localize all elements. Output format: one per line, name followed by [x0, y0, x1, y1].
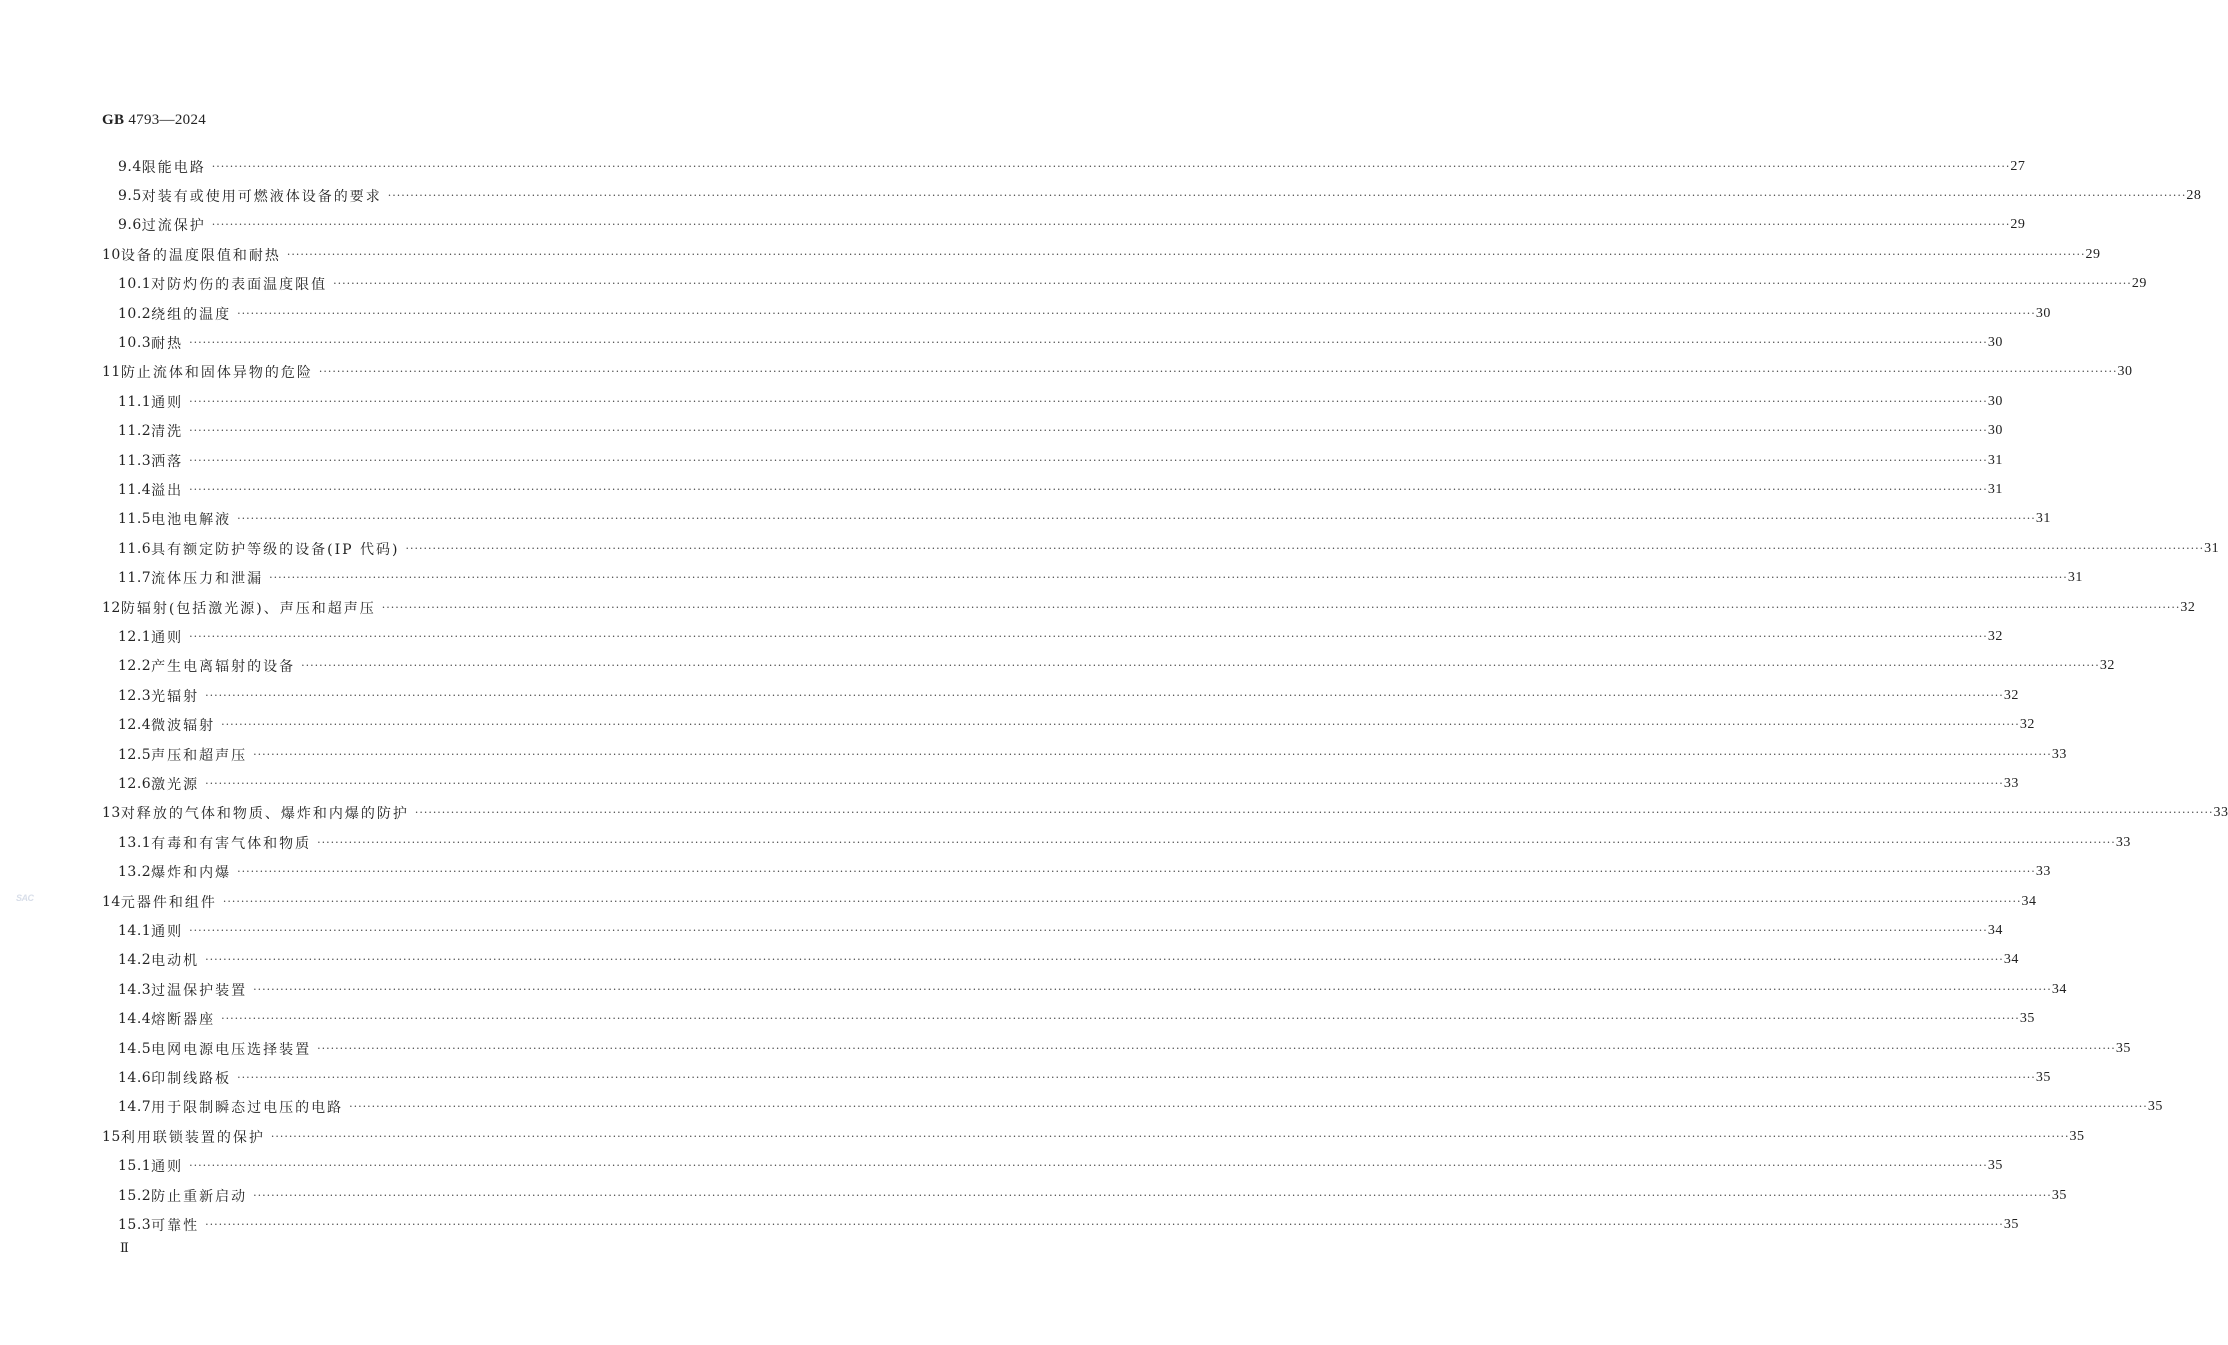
toc-entry-page: 33	[2213, 805, 2228, 821]
toc-entry-title: 印制线路板	[151, 1070, 232, 1087]
toc-entry-page: 32	[1987, 628, 2003, 644]
toc-leader-dots: ················································································································································································································································································································································································································	[237, 1070, 2036, 1084]
toc-entry[interactable]	[118, 181, 2202, 210]
toc-entry[interactable]	[102, 358, 2133, 387]
toc-entry-page: 33	[2115, 834, 2131, 850]
toc-entry-title: 通则	[151, 629, 184, 646]
toc-entry-title: 电动机	[151, 953, 200, 970]
toc-entry-page: 35	[2147, 1099, 2163, 1115]
toc-entry-page: 32	[2003, 687, 2019, 703]
toc-entry-title: 过流保护	[141, 218, 206, 235]
toc-entry-number: 10.3	[118, 334, 152, 351]
toc-entry-title: 通则	[151, 394, 184, 411]
toc-entry-page: 30	[1987, 334, 2003, 350]
toc-entry-page: 30	[1987, 393, 2003, 409]
toc-entry-number: 11.5	[118, 511, 152, 528]
toc-entry[interactable]	[118, 916, 2003, 945]
toc-entry-number: 12.6	[118, 775, 152, 792]
toc-entry-page: 29	[2085, 246, 2101, 262]
toc-entry[interactable]	[118, 1181, 2067, 1210]
toc-entry[interactable]	[118, 534, 2220, 563]
toc-entry-title: 元器件和组件	[120, 894, 217, 911]
toc-entry-page: 30	[2117, 364, 2133, 380]
toc-entry-page: 34	[1987, 922, 2003, 938]
toc-entry-number: 11	[102, 364, 121, 381]
toc-leader-dots: ················································································································································································································································································································································································································	[381, 600, 2181, 614]
toc-entry-number: 10.2	[118, 305, 152, 322]
toc-entry-page: 28	[2186, 187, 2202, 203]
toc-entry-number: 11.3	[118, 452, 152, 469]
toc-leader-dots: ················································································································································································································································································································································································································	[211, 159, 2011, 173]
toc-entry-number: 11.2	[118, 423, 152, 440]
toc-entry-title: 限能电路	[141, 159, 206, 176]
toc-leader-dots: ················································································································································································································································································································································································································	[270, 1129, 2070, 1143]
toc-entry-title: 利用联锁装置的保护	[120, 1129, 265, 1146]
toc-entry[interactable]	[118, 1152, 2003, 1181]
toc-entry-title: 溢出	[151, 482, 184, 499]
toc-entry-page: 34	[2021, 893, 2037, 909]
toc-entry-title: 电池电解液	[151, 512, 232, 529]
toc-entry-title: 通则	[151, 1159, 184, 1176]
toc-entry[interactable]	[118, 446, 2003, 475]
standard-number: 4793—2024	[128, 112, 207, 128]
toc-entry-number: 13	[102, 805, 121, 822]
toc-entry-number: 14.2	[118, 952, 152, 969]
toc-entry-title: 对防灼伤的表面温度限值	[151, 277, 328, 294]
toc-entry-title: 防辐射(包括激光源)、声压和超声压	[120, 600, 376, 617]
toc-entry-page: 31	[2067, 570, 2083, 586]
page-number: Ⅱ	[120, 1240, 129, 1255]
toc-leader-dots: ················································································································································································································································································································································································································	[301, 659, 2100, 673]
toc-entry-number: 12.3	[118, 687, 152, 704]
toc-entry-title: 产生电离辐射的设备	[151, 659, 296, 676]
toc-leader-dots: ················································································································································································································································································································································································································	[189, 1159, 1988, 1173]
toc-entry[interactable]	[118, 299, 2051, 328]
toc-entry[interactable]	[118, 1210, 2019, 1239]
toc-leader-dots: ················································································································································································································································································································································································································	[333, 277, 2132, 291]
toc-entry[interactable]	[118, 828, 2131, 857]
toc-entry-page: 35	[2051, 1187, 2067, 1203]
toc-entry-title: 有毒和有害气体和物质	[151, 835, 312, 852]
toc-entry-page: 31	[1987, 481, 2003, 497]
toc-entry-title: 具有额定防护等级的设备(IP 代码)	[151, 541, 400, 558]
toc-leader-dots: ················································································································································································································································································································································································································	[405, 541, 2205, 555]
toc-entry[interactable]	[118, 946, 2019, 975]
toc-entry[interactable]	[102, 593, 2196, 622]
toc-entry-title: 通则	[151, 923, 184, 940]
toc-entry[interactable]	[118, 1034, 2131, 1063]
toc-entry-number: 11.6	[118, 540, 152, 557]
toc-entry-page: 32	[2180, 599, 2196, 615]
toc-entry[interactable]	[118, 652, 2115, 681]
toc-entry[interactable]	[118, 1005, 2035, 1034]
toc-entry-number: 14.4	[118, 1011, 152, 1028]
toc-entry-page: 34	[2051, 981, 2067, 997]
toc-entry-number: 15.1	[118, 1158, 152, 1175]
toc-leader-dots: ················································································································································································································································································································································································································	[222, 894, 2022, 908]
toc-entry[interactable]	[118, 769, 2019, 798]
toc-leader-dots: ················································································································································································································································································································································································································	[205, 776, 2004, 790]
toc-entry[interactable]	[118, 622, 2003, 651]
toc-entry-title: 声压和超声压	[151, 747, 248, 764]
toc-leader-dots: ················································································································································································································································································································································································································	[253, 1188, 2052, 1202]
toc-leader-dots: ················································································································································································································································································································································································································	[205, 688, 2004, 702]
toc-entry-title: 激光源	[151, 776, 200, 793]
toc-entry[interactable]	[118, 681, 2019, 710]
toc-leader-dots: ················································································································································································································································································································································································································	[189, 482, 1988, 496]
toc-entry-number: 13.1	[118, 834, 152, 851]
toc-entry-number: 9.6	[118, 217, 142, 234]
toc-entry-title: 设备的温度限值和耐热	[120, 247, 281, 264]
toc-entry-title: 过温保护装置	[151, 982, 248, 999]
toc-leader-dots: ················································································································································································································································································································································································································	[269, 571, 2068, 585]
toc-entry-number: 12.1	[118, 628, 152, 645]
toc-entry-number: 10	[102, 246, 121, 263]
toc-entry-title: 对装有或使用可燃液体设备的要求	[141, 188, 382, 205]
toc-entry[interactable]	[118, 711, 2035, 740]
toc-entry[interactable]	[118, 1093, 2163, 1122]
toc-entry[interactable]	[118, 505, 2051, 534]
toc-leader-dots: ················································································································································································································································································································································································································	[286, 247, 2086, 261]
toc-entry-title: 爆炸和内爆	[151, 865, 232, 882]
toc-entry-title: 微波辐射	[151, 718, 216, 735]
toc-entry-page: 27	[2010, 158, 2026, 174]
toc-entry-page: 33	[2003, 775, 2019, 791]
toc-entry[interactable]	[118, 152, 2026, 181]
toc-leader-dots: ················································································································································································································································································································································································································	[189, 394, 1988, 408]
toc-entry-number: 11.4	[118, 481, 152, 498]
toc-entry-page: 34	[2003, 952, 2019, 968]
toc-entry[interactable]	[118, 417, 2003, 446]
toc-leader-dots: ················································································································································································································································································································································································································	[253, 982, 2052, 996]
toc-entry-number: 12.4	[118, 717, 152, 734]
toc-entry[interactable]	[118, 211, 2026, 240]
toc-entry-page: 29	[2131, 276, 2147, 292]
toc-entry-page: 32	[2099, 658, 2115, 674]
sac-watermark-logo: SAC	[16, 893, 34, 903]
toc-entry-page: 35	[2019, 1011, 2035, 1027]
toc-entry-title: 用于限制瞬态过电压的电路	[151, 1100, 344, 1117]
toc-leader-dots: ················································································································································································································································································································································································································	[349, 1100, 2148, 1114]
toc-entry-title: 流体压力和泄漏	[151, 571, 264, 588]
toc-entry-title: 可靠性	[151, 1217, 200, 1234]
document-header	[102, 112, 206, 129]
toc-entry-title: 熔断器座	[151, 1012, 216, 1029]
toc-entry-number: 14.7	[118, 1099, 152, 1116]
toc-entry-number: 11.7	[118, 570, 152, 587]
toc-entry[interactable]	[102, 1122, 2085, 1151]
toc-entry[interactable]	[102, 240, 2101, 269]
toc-entry-number: 14.5	[118, 1040, 152, 1057]
toc-leader-dots: ················································································································································································································································································································································································································	[189, 453, 1988, 467]
toc-entry-page: 35	[2115, 1040, 2131, 1056]
toc-entry[interactable]	[102, 799, 2228, 828]
toc-leader-dots: ················································································································································································································································································································································································································	[387, 188, 2187, 202]
toc-entry[interactable]	[118, 858, 2051, 887]
toc-entry-title: 防止重新启动	[151, 1188, 248, 1205]
toc-entry-title: 防止流体和固体异物的危险	[120, 365, 313, 382]
toc-entry-number: 13.2	[118, 864, 152, 881]
toc-entry-number: 14.3	[118, 981, 152, 998]
toc-leader-dots: ················································································································································································································································································································································································································	[253, 747, 2052, 761]
toc-leader-dots: ················································································································································································································································································································································································································	[237, 306, 2036, 320]
toc-entry-page: 30	[2035, 305, 2051, 321]
toc-entry-page: 33	[2051, 746, 2067, 762]
toc-entry[interactable]	[118, 387, 2003, 416]
toc-leader-dots: ················································································································································································································································································································································································································	[189, 424, 1988, 438]
toc-entry-number: 11.1	[118, 393, 152, 410]
toc-leader-dots: ················································································································································································································································································································································································································	[237, 512, 2036, 526]
toc-entry-page: 31	[2035, 511, 2051, 527]
toc-entry[interactable]	[118, 564, 2083, 593]
toc-entry-page: 31	[2204, 540, 2220, 556]
toc-entry-number: 12.2	[118, 658, 152, 675]
toc-entry-number: 12	[102, 599, 121, 616]
toc-leader-dots: ················································································································································································································································································································································································································	[205, 1217, 2004, 1231]
toc-entry-title: 洒落	[151, 453, 184, 470]
toc-entry-title: 耐热	[151, 335, 184, 352]
toc-leader-dots: ················································································································································································································································································································································································································	[414, 806, 2214, 820]
toc-leader-dots: ················································································································································································································································································································································································································	[237, 865, 2036, 879]
toc-entry-title: 对释放的气体和物质、爆炸和内爆的防护	[120, 806, 409, 823]
toc-entry-page: 35	[1987, 1158, 2003, 1174]
toc-entry[interactable]	[118, 1063, 2051, 1092]
toc-leader-dots: ················································································································································································································································································································································································································	[221, 1012, 2020, 1026]
toc-entry-page: 35	[2035, 1069, 2051, 1085]
toc-entry-page: 32	[2019, 717, 2035, 733]
toc-leader-dots: ················································································································································································································································································································································································································	[205, 953, 2004, 967]
toc-entry-page: 35	[2003, 1216, 2019, 1232]
toc-entry-page: 29	[2010, 217, 2026, 233]
toc-leader-dots: ················································································································································································································································································································································································································	[221, 718, 2020, 732]
toc-leader-dots: ················································································································································································································································································································································································································	[211, 218, 2011, 232]
toc-leader-dots: ················································································································································································································································································································································································································	[318, 365, 2118, 379]
toc-entry-title: 清洗	[151, 424, 184, 441]
toc-entry[interactable]	[118, 328, 2003, 357]
toc-entry-number: 14	[102, 893, 121, 910]
toc-leader-dots: ················································································································································································································································································································································································································	[317, 1041, 2116, 1055]
toc-entry-number: 12.5	[118, 746, 152, 763]
toc-entry-title: 电网电源电压选择装置	[151, 1041, 312, 1058]
toc-leader-dots: ················································································································································································································································································································································································································	[189, 923, 1988, 937]
toc-entry-number: 10.1	[118, 276, 152, 293]
toc-entry[interactable]	[118, 270, 2147, 299]
toc-entry-number: 9.5	[118, 187, 142, 204]
toc-entry-title: 光辐射	[151, 688, 200, 705]
toc-entry-page: 35	[2069, 1128, 2085, 1144]
toc-entry-number: 14.1	[118, 922, 152, 939]
toc-leader-dots: ················································································································································································································································································································································································································	[189, 629, 1988, 643]
toc-entry-number: 15	[102, 1128, 121, 1145]
toc-entry-number: 15.2	[118, 1187, 152, 1204]
toc-entry[interactable]	[118, 975, 2067, 1004]
toc-leader-dots: ················································································································································································································································································································································································································	[317, 835, 2116, 849]
toc-entry-number: 14.6	[118, 1069, 152, 1086]
toc-entry-title: 绕组的温度	[151, 306, 232, 323]
toc-entry[interactable]	[118, 740, 2067, 769]
toc-entry[interactable]	[102, 887, 2037, 916]
toc-entry-page: 31	[1987, 452, 2003, 468]
standard-code: GB	[102, 112, 125, 128]
toc-leader-dots: ················································································································································································································································································································································································································	[189, 335, 1988, 349]
toc-entry-number: 9.4	[118, 158, 142, 175]
toc-entry-number: 15.3	[118, 1216, 152, 1233]
toc-entry-page: 30	[1987, 423, 2003, 439]
toc-entry-page: 33	[2035, 864, 2051, 880]
toc-entry[interactable]	[118, 475, 2003, 504]
